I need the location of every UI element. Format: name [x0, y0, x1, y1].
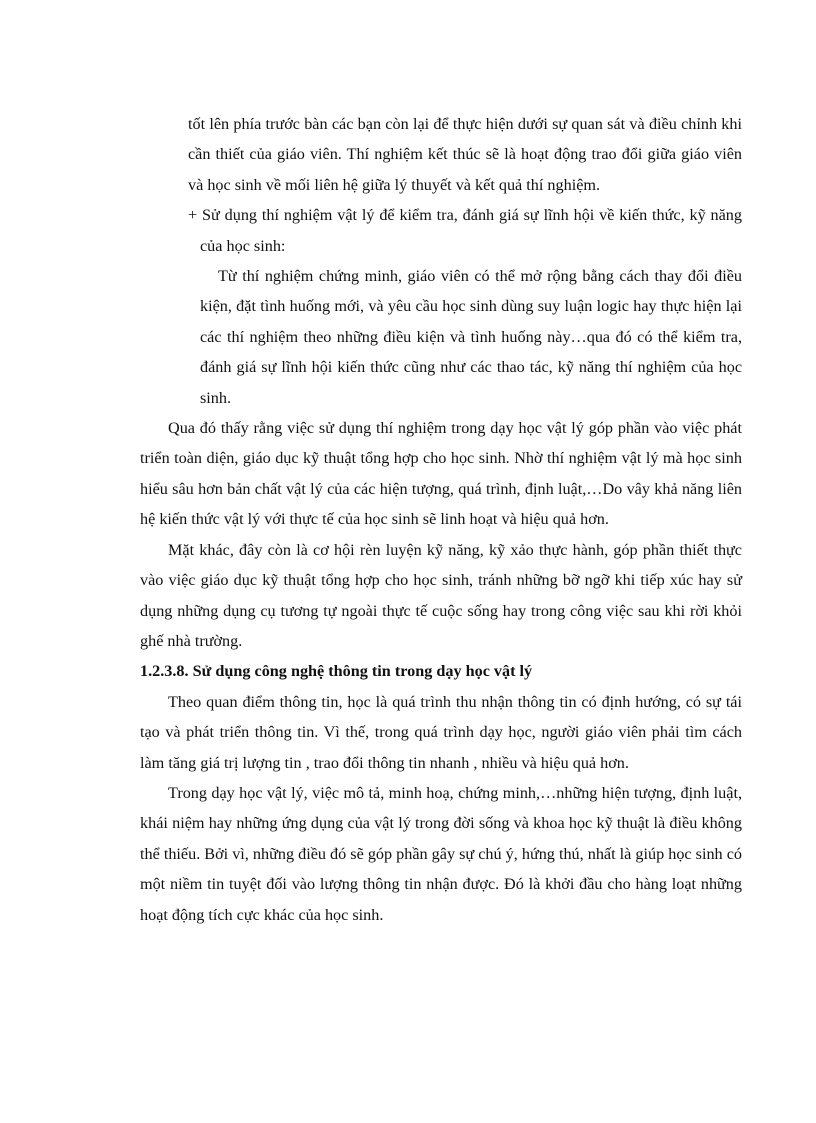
sub-paragraph: Từ thí nghiệm chứng minh, giáo viên có thể mở rộng bằng cách thay đổi điều kiện, đặt tình huống mới, và yêu cầu học sinh dùng suy luận logic hay thực hiện lại các thí nghiệm theo những điều kiện và tình huống này…qua đó có thể kiểm tra, đánh giá sự lĩnh hội kiến thức cũng như các thao tác, kỹ năng thí nghiệm của học sinh.	[200, 267, 742, 407]
body-paragraph: Theo quan điểm thông tin, học là quá trình thu nhận thông tin có định hướng, có sự tái tạo và phát triển thông tin. Vì thế, trong quá trình dạy học, người giáo viên phải tìm cách làm tăng giá trị lượng tin , trao đổi thông tin nhanh , nhiều và hiệu quả hơn.	[140, 692, 742, 772]
body-paragraph: Mặt khác, đây còn là cơ hội rèn luyện kỹ năng, kỹ xảo thực hành, góp phần thiết thực vào việc giáo dục kỹ thuật tổng hợp cho học sinh, tránh những bỡ ngỡ khi tiếp xúc hay sử dụng những dụng cụ tương tự ngoài thực tế cuộc sống hay trong công việc sau khi rời khỏi ghế nhà trường.	[140, 540, 742, 650]
paragraph-continuation: tốt lên phía trước bàn các bạn còn lại để thực hiện dưới sự quan sát và điều chỉnh khi cần thiết của giáo viên. Thí nghiệm kết thúc sẽ là hoạt động trao đổi giữa giáo viên và học sinh về mối liên hệ giữa lý thuyết và kết quả thí nghiệm.	[188, 115, 742, 194]
body-paragraph: Trong dạy học vật lý, việc mô tả, minh hoạ, chứng minh,…những hiện tượng, định luật, khái niệm hay những ứng dụng của vật lý trong đời sống và khoa học kỹ thuật là điều không thể thiếu. Bởi vì, những điều đó sẽ góp phần gây sự chú ý, hứng thú, nhất là giúp học sinh có một niềm tin tuyệt đối vào lượng thông tin nhận được. Đó là khởi đầu cho hàng loạt những hoạt động tích cực khác của học sinh.	[140, 783, 742, 924]
section-heading: 1.2.3.8. Sử dụng công nghệ thông tin trong dạy học vật lý	[140, 662, 533, 681]
page-content	[140, 109, 742, 930]
bullet-item: + Sử dụng thí nghiệm vật lý để kiểm tra, đánh giá sự lĩnh hội về kiến thức, kỹ năng của học sinh:	[188, 206, 742, 255]
body-paragraph: Qua đó thấy rằng việc sử dụng thí nghiệm trong dạy học vật lý góp phần vào việc phát triển toàn diện, giáo dục kỹ thuật tổng hợp cho học sinh. Nhờ thí nghiệm vật lý mà học sinh hiểu sâu hơn bản chất vật lý của các hiện tượng, quá trình, định luật,…Do vây khả năng liên hệ kiến thức vật lý với thực tế của học sinh sẽ linh hoạt và hiệu quả hơn.	[140, 419, 742, 529]
